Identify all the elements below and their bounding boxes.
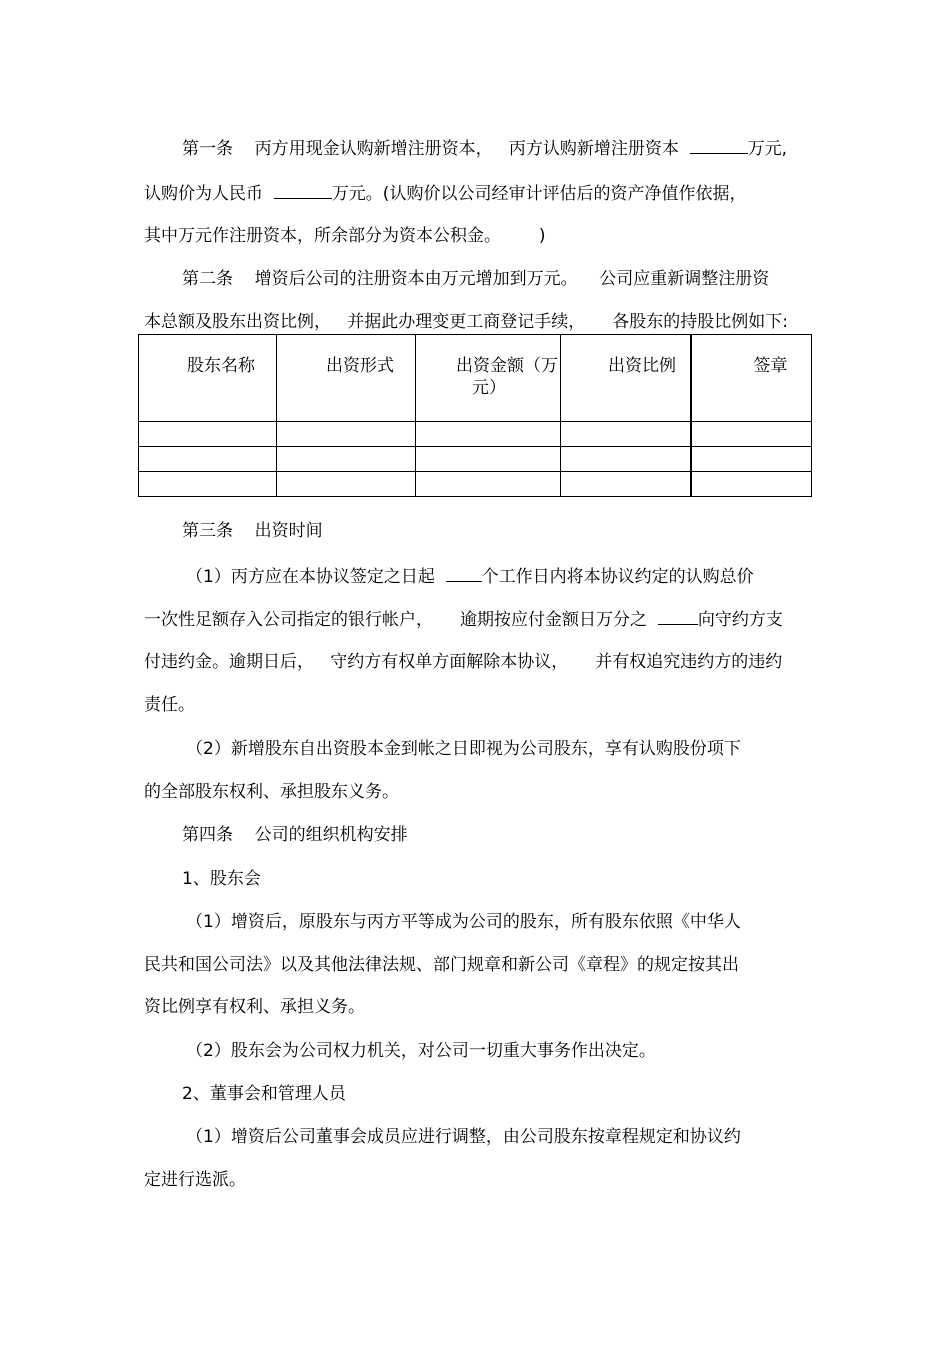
article3-text: 一次性足额存入公司指定的银行帐户， 逾期按应付金额日万分之 (144, 610, 658, 630)
table-cell (561, 447, 691, 472)
shareholding-table (138, 334, 812, 497)
header-contribution-form: 出资形式 (277, 335, 416, 422)
table-header-row (139, 335, 812, 422)
article1-line1 (182, 136, 787, 158)
header-shareholder-name: 股东名称 (139, 335, 277, 422)
article4-section2-heading: 2、董事会和管理人员 (182, 1084, 346, 1104)
article4-s1-p1-line3: 资比例享有权利、承担义务。 (144, 997, 365, 1017)
table-cell (416, 447, 561, 472)
table-cell (691, 472, 812, 497)
table-cell (139, 472, 277, 497)
article3-text: 个工作日内将本协议约定的认购总价 (481, 567, 754, 587)
article4-title: 第四条 公司的组织机构安排 (182, 825, 408, 845)
table-row (139, 472, 812, 497)
article1-text: 万元, (747, 139, 788, 159)
table-cell (277, 472, 416, 497)
article1-text: 认购价为人民币 (144, 184, 274, 204)
blank-subscribed-capital (690, 136, 748, 154)
table-cell (139, 447, 277, 472)
table-cell (561, 422, 691, 447)
table-cell (416, 422, 561, 447)
header-amount-unit: 元） (472, 378, 506, 398)
article3-p1-line2 (144, 607, 783, 629)
article3-p2-line1: （2）新增股东自出资股本金到帐之日即视为公司股东，享有认购股份项下 (186, 739, 741, 759)
header-amount-text: 出资金额（万 (456, 356, 558, 376)
header-contribution-amount (416, 335, 561, 422)
article4-section1-heading: 1、股东会 (182, 869, 261, 889)
article4-s1-p1-line2: 民共和国公司法》以及其他法律法规、部门规章和新公司《章程》的规定按其出 (144, 955, 739, 975)
article4-s2-p1-line1: （1）增资后公司董事会成员应进行调整，由公司股东按章程规定和协议约 (186, 1127, 741, 1147)
article3-p2-line2: 的全部股东权利、承担股东义务。 (144, 782, 399, 802)
article3-p1-line3: 付违约金。逾期日后， 守约方有权单方面解除本协议， 并有权追究违约方的违约 (144, 652, 783, 672)
article3-p1-line4: 责任。 (144, 695, 195, 715)
table-cell (416, 472, 561, 497)
table-cell (277, 422, 416, 447)
article2-line1: 第二条 增资后公司的注册资本由万元增加到万元。 公司应重新调整注册资 (182, 269, 770, 289)
article1-text: 第一条 丙方用现金认购新增注册资本， 丙方认购新增注册资本 (182, 139, 690, 159)
blank-subscription-price (274, 181, 332, 199)
article3-p1-line1 (186, 564, 754, 586)
header-contribution-ratio: 出资比例 (561, 335, 691, 422)
header-signature: 签章 (691, 335, 812, 422)
table-cell (691, 422, 812, 447)
table-cell (691, 447, 812, 472)
article1-line2 (144, 181, 746, 203)
article1-line3: 其中万元作注册资本，所余部分为资本公积金。 ) (144, 226, 546, 246)
article3-title: 第三条 出资时间 (182, 521, 323, 541)
table-cell (561, 472, 691, 497)
table-row (139, 422, 812, 447)
article3-text: 向守约方支 (697, 610, 783, 630)
article4-s1-p2: （2）股东会为公司权力机关，对公司一切重大事务作出决定。 (186, 1041, 656, 1061)
table-cell (139, 422, 277, 447)
blank-working-days (446, 564, 482, 582)
article1-text: 万元。(认购价以公司经审计评估后的资产净值作依据， (331, 184, 747, 204)
article3-text: （1）丙方应在本协议签定之日起 (186, 567, 446, 587)
article2-line2: 本总额及股东出资比例， 并据此办理变更工商登记手续， 各股东的持股比例如下: (144, 312, 788, 332)
blank-penalty-rate (658, 607, 698, 625)
article4-s2-p1-line2: 定进行选派。 (144, 1170, 246, 1190)
table-cell (277, 447, 416, 472)
article4-s1-p1-line1: （1）增资后，原股东与丙方平等成为公司的股东，所有股东依照《中华人 (186, 912, 741, 932)
table-row (139, 447, 812, 472)
